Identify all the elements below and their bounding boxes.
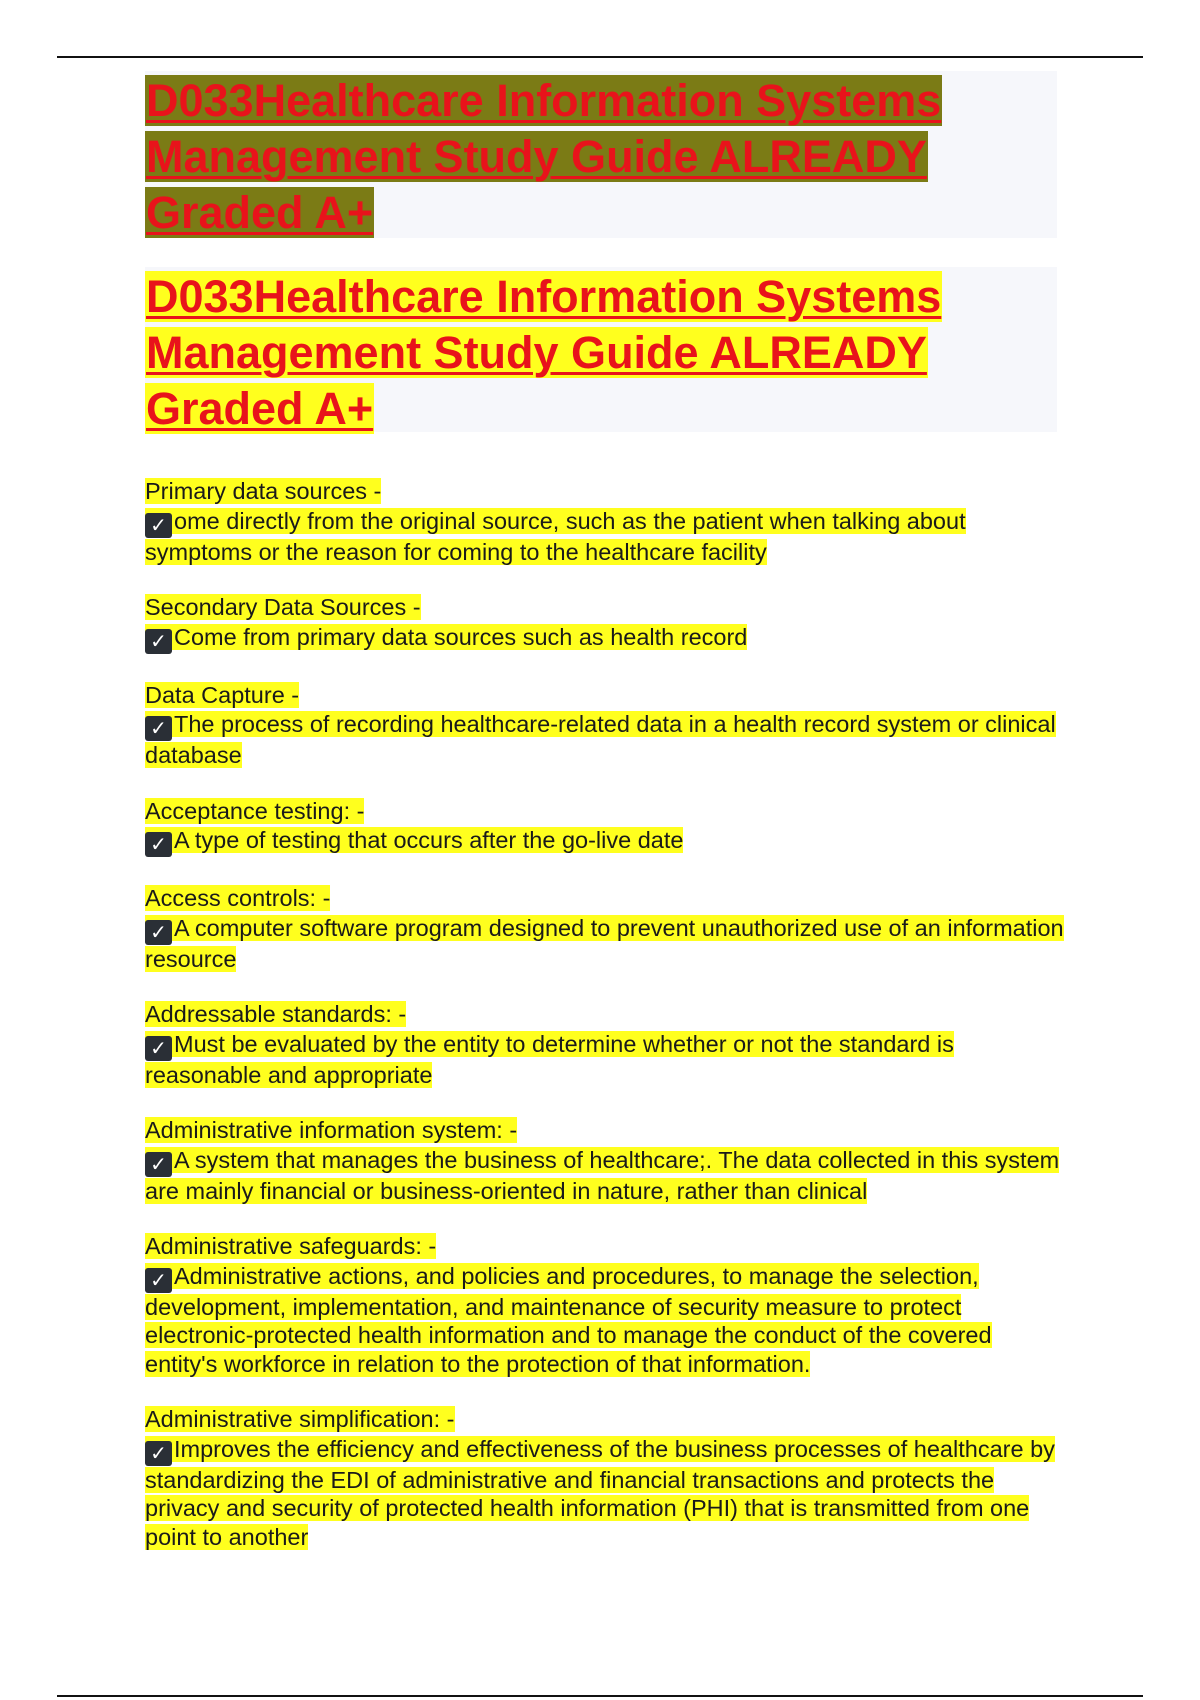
entry-term bbox=[145, 1000, 1065, 1029]
term-text: Acceptance testing: - bbox=[145, 797, 365, 824]
entry-definition bbox=[145, 710, 1065, 770]
title-repeat-line-2: Management Study Guide ALREADY bbox=[146, 327, 927, 378]
check-box-icon: ✓ bbox=[145, 513, 172, 538]
entry-term bbox=[145, 593, 1065, 622]
definition-text bbox=[145, 623, 748, 653]
title-line-1: D033Healthcare Information Systems bbox=[146, 75, 942, 126]
definition-text bbox=[145, 1436, 1055, 1550]
entry-definition bbox=[145, 1262, 1065, 1379]
definition-text bbox=[145, 1263, 992, 1377]
title-line-2: Management Study Guide ALREADY bbox=[146, 131, 927, 182]
check-box-icon: ✓ bbox=[145, 629, 172, 654]
definition-body: Must be evaluated by the entity to determine whether or not the standard is reasonable and appropriate bbox=[145, 1030, 954, 1088]
list-item bbox=[145, 1000, 1065, 1089]
definition-body: The process of recording healthcare-related data in a health record system or clinical database bbox=[145, 711, 1056, 768]
check-box-icon: ✓ bbox=[145, 1036, 172, 1061]
check-box-icon: ✓ bbox=[145, 1268, 172, 1293]
definition-text bbox=[145, 508, 966, 565]
entry-definition bbox=[145, 623, 1065, 654]
list-item bbox=[145, 1116, 1065, 1205]
definition-text bbox=[145, 915, 1064, 972]
term-text: Data Capture - bbox=[145, 681, 300, 708]
check-box-icon: ✓ bbox=[145, 1441, 172, 1466]
entry-definition bbox=[145, 1435, 1065, 1552]
definition-body: Improves the efficiency and effectiveness of the business processes of healthcare by standardizing the EDI of administrative and financial transactions and protects the privacy and security of protected health information (PHI) that is transmitted from one point to another bbox=[145, 1435, 1055, 1550]
entry-definition bbox=[145, 507, 1065, 567]
entry-term bbox=[145, 1232, 1065, 1261]
document-title-repeat bbox=[145, 269, 1015, 437]
term-text: Administrative information system: - bbox=[145, 1117, 518, 1143]
definition-text bbox=[145, 711, 1056, 768]
list-item bbox=[145, 1405, 1065, 1551]
check-box-icon: ✓ bbox=[145, 920, 172, 945]
list-item bbox=[145, 477, 1065, 566]
definition-body: Administrative actions, and policies and procedures, to manage the selection, development, implementation, and maintenance of security measure to protect electronic-protected health information and to manage the conduct of the covered entity's workforce in relation to the protection of that information. bbox=[145, 1262, 992, 1377]
study-guide-entries bbox=[145, 477, 1065, 1578]
list-item bbox=[145, 797, 1065, 858]
title-repeat-line-3: Graded A+ bbox=[146, 383, 374, 434]
title-line-3: Graded A+ bbox=[146, 187, 374, 238]
list-item bbox=[145, 593, 1065, 654]
document-title bbox=[145, 73, 1015, 241]
list-item bbox=[145, 1232, 1065, 1378]
definition-body: ome directly from the original source, such as the patient when talking about symptoms or the reason for coming to the healthcare facility bbox=[145, 507, 966, 565]
definition-body: A type of testing that occurs after the go-live date bbox=[174, 827, 684, 853]
entry-definition bbox=[145, 1030, 1065, 1090]
entry-term bbox=[145, 884, 1065, 913]
definition-body: Come from primary data sources such as health record bbox=[174, 623, 748, 650]
definition-body: A system that manages the business of healthcare;. The data collected in this system are mainly financial or business-oriented in nature, rather than clinical bbox=[145, 1146, 1060, 1204]
top-divider bbox=[57, 56, 1143, 58]
entry-definition bbox=[145, 826, 1065, 857]
term-text: Administrative safeguards: - bbox=[145, 1233, 437, 1259]
check-box-icon: ✓ bbox=[145, 1152, 172, 1177]
entry-term bbox=[145, 681, 1065, 710]
document-title-banner-highlight bbox=[145, 267, 1057, 432]
term-text: Secondary Data Sources - bbox=[145, 594, 421, 620]
list-item bbox=[145, 884, 1065, 973]
entry-term bbox=[145, 477, 1065, 506]
term-text: Access controls: - bbox=[145, 885, 331, 911]
title-repeat-line-1: D033Healthcare Information Systems bbox=[146, 271, 942, 322]
entry-definition bbox=[145, 1146, 1065, 1206]
entry-term bbox=[145, 797, 1065, 826]
definition-text bbox=[145, 1147, 1059, 1204]
definition-body: A computer software program designed to prevent unauthorized use of an information resource bbox=[145, 914, 1064, 972]
definition-text bbox=[145, 827, 684, 856]
document-title-banner-dark bbox=[145, 71, 1057, 238]
entry-term bbox=[145, 1405, 1065, 1434]
definition-text bbox=[145, 1031, 954, 1088]
term-text: Addressable standards: - bbox=[145, 1001, 407, 1027]
bottom-divider bbox=[57, 1695, 1143, 1697]
check-box-icon: ✓ bbox=[145, 832, 172, 857]
list-item bbox=[145, 681, 1065, 770]
entry-term bbox=[145, 1116, 1065, 1145]
entry-definition bbox=[145, 914, 1065, 974]
check-box-icon: ✓ bbox=[145, 716, 172, 741]
term-text: Administrative simplification: - bbox=[145, 1406, 455, 1432]
term-text: Primary data sources - bbox=[145, 478, 382, 504]
